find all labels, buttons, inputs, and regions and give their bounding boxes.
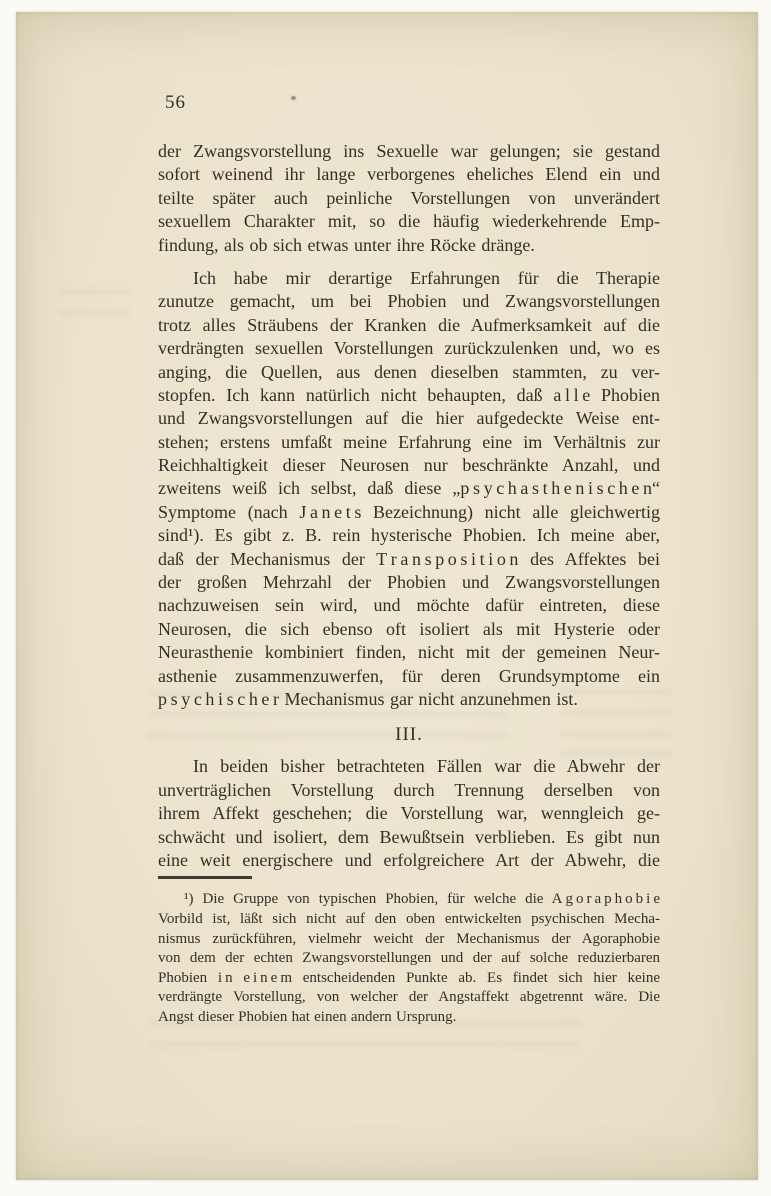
text-line: teilte später auch peinliche Vorstellungen von unverändert: [158, 187, 660, 208]
text-line: unverträglichen Vorstellung durch Trennung derselben von: [158, 779, 660, 800]
paragraph-therapy-experience: [158, 267, 660, 711]
text-line: trotz alles Sträubens der Kranken die Aufmerksamkeit auf die: [158, 314, 660, 335]
showthrough-artifact: [60, 288, 130, 316]
text-line: eine weit energischere und erfolgreichere Art der Abwehr, die: [158, 849, 660, 870]
text-line: und Zwangsvorstellungen auf die hier aufgedeckte Weise ent-: [158, 408, 660, 429]
footnote-line: Phobien i n e i n e m entscheidenden Punkte ab. Es findet sich hier keine: [158, 969, 660, 986]
text-line: ihrem Affekt geschehen; die Vorstellung war, wenngleich ge-: [158, 803, 660, 824]
text-line: zweitens weiß ich selbst, daß diese „p s y c h a s t h e n i s c h e n“: [158, 478, 660, 499]
text-line: sexuellem Charakter mit, so die häufig wiederkehrende Emp-: [158, 211, 660, 232]
text-line: stehen; erstens umfaßt meine Erfahrung eine im Verhältnis zur: [158, 431, 660, 452]
ink-speck-artifact: [291, 96, 296, 100]
text-line: daß der Mechanismus der T r a n s p o s i t i o n des Affektes bei: [158, 548, 660, 569]
footnote-line: nismus zurückführen, vielmehr weicht der Mechanismus der Agoraphobie: [158, 930, 660, 947]
text-line: anging, die Quellen, aus denen dieselben stammten, zu ver-: [158, 361, 660, 382]
text-line: p s y c h i s c h e r Mechanismus gar nicht anzunehmen ist.: [158, 688, 578, 709]
section-heading: III.: [395, 724, 423, 746]
footnote-line: ¹) Die Gruppe von typischen Phobien, für welche die A g o r a p h o b i e: [184, 891, 660, 908]
text-column: [158, 140, 660, 1027]
text-line: Neurasthenie kombiniert finden, nicht mit der gemeinen Neur-: [158, 642, 660, 663]
text-line: schwächt und isoliert, dem Bewußtsein verblieben. Es gibt nun: [158, 826, 660, 847]
footnote-separator-rule: [158, 876, 252, 879]
text-line: Neurosen, die sich ebenso oft isoliert als mit Hysterie oder: [158, 618, 660, 639]
paragraph-continuation: [158, 140, 660, 257]
page-number: 56: [165, 92, 186, 113]
text-line: sofort weinend ihr lange verborgenes eheliches Elend ein und: [158, 164, 660, 185]
footnote-line: verdrängte Vorstellung, von welcher der Angstaffekt abgetrennt wäre. Die: [158, 989, 660, 1006]
text-line: Reichhaltigkeit dieser Neurosen nur beschränkte Anzahl, und: [158, 455, 660, 476]
text-line: findung, als ob sich etwas unter ihre Röcke dränge.: [158, 234, 535, 255]
scanned-book-page: [16, 12, 758, 1180]
text-line: der großen Mehrzahl der Phobien und Zwangsvorstellungen: [158, 572, 660, 593]
text-line: verdrängten sexuellen Vorstellungen zurückzulenken und, wo es: [158, 338, 660, 359]
text-line: zunutze gemacht, um bei Phobien und Zwangsvorstellungen: [158, 291, 660, 312]
text-line: Ich habe mir derartige Erfahrungen für die Therapie: [193, 267, 660, 288]
text-line: asthenie zusammenzuwerfen, für deren Grundsymptome ein: [158, 665, 660, 686]
text-line: Symptome (nach J a n e t s Bezeichnung) nicht alle gleichwertig: [158, 501, 660, 522]
footnote-line: Angst dieser Phobien hat einen andern Ursprung.: [158, 1008, 457, 1025]
text-line: In beiden bisher betrachteten Fällen war die Abwehr der: [193, 756, 660, 777]
footnote-block: [158, 890, 660, 1027]
text-line: sind¹). Es gibt z. B. rein hysterische Phobien. Ich meine aber,: [158, 525, 660, 546]
text-line: der Zwangsvorstellung ins Sexuelle war gelungen; sie gestand: [158, 141, 660, 161]
paragraph-section-three: [158, 755, 660, 872]
footnote-line: von dem der echten Zwangsvorstellungen und der auf solche reduzierbaren: [158, 950, 660, 967]
text-line: nachzuweisen sein wird, und möchte dafür eintreten, diese: [158, 595, 660, 616]
text-line: stopfen. Ich kann natürlich nicht behaupten, daß a l l e Phobien: [158, 384, 660, 405]
footnote-line: Vorbild ist, läßt sich nicht auf den oben entwickelten psychischen Mecha-: [158, 910, 660, 927]
